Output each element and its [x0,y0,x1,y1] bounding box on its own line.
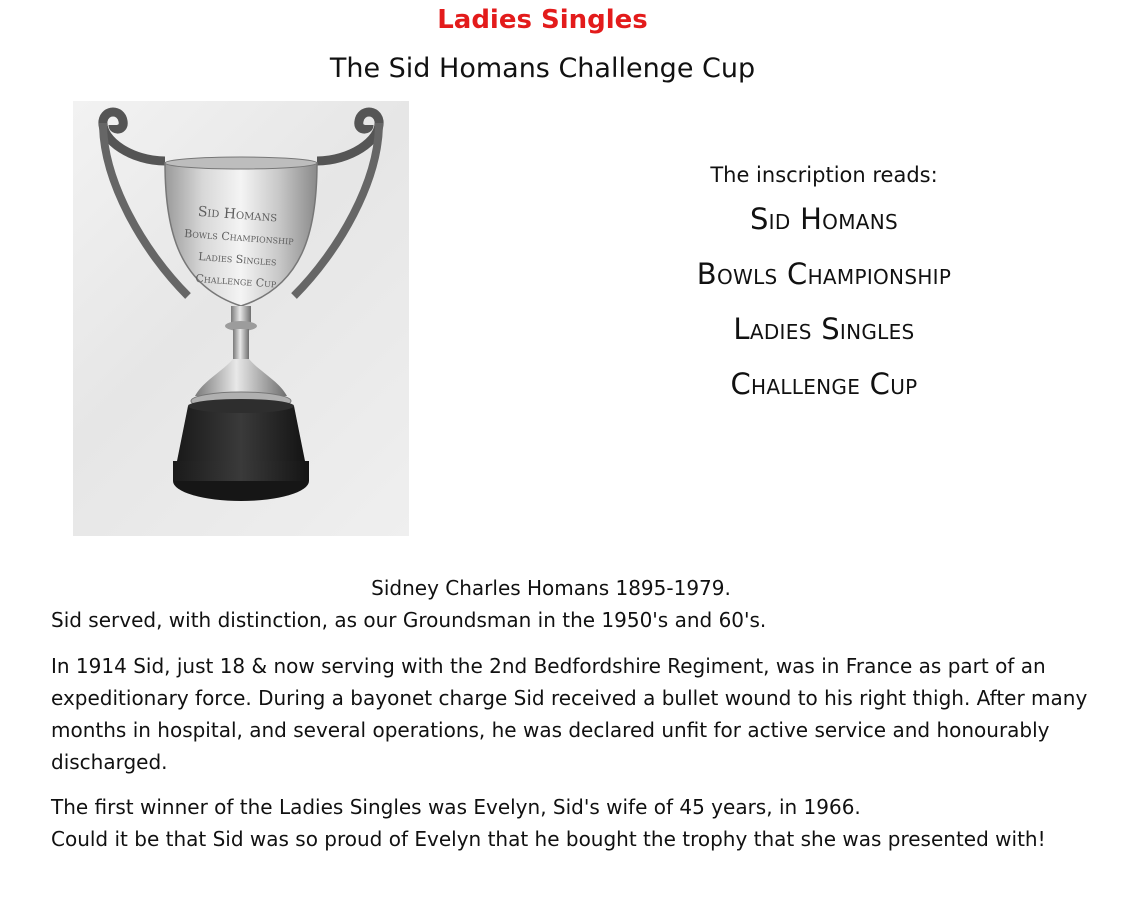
bio-question: Could it be that Sid was so proud of Evelyn that he bought the trophy that she was presented with! [51,827,1046,851]
engraving-line: Ladies Singles [197,250,277,269]
bio-winner: The first winner of the Ladies Singles was Evelyn, Sid's wife of 45 years, in 1966. [51,795,861,819]
cup-foot [195,359,287,396]
bio-story: In 1914 Sid, just 18 & now serving with the 2nd Bedfordshire Regiment, was in France as part of an expeditionary force. During a bayonet charge Sid received a bullet wound to his right thigh. After many months in hospital, and several operations, he was declared unfit for active service and honourably discharged. [51,654,1088,774]
inscription-line: Sid Homans [749,202,899,236]
bio-service: Sid served, with distinction, as our Groundsman in the 1950's and 60's. [51,608,767,632]
inscription-line: Ladies Singles [733,312,915,346]
engraving-line: Challenge Cup [195,271,277,291]
inscription-line: Challenge Cup [730,367,918,401]
page-subtitle: The Sid Homans Challenge Cup [329,53,756,84]
plinth [177,406,305,461]
right-handle [317,112,379,161]
trophy-illustration [73,101,409,536]
bio-name-dates: Sidney Charles Homans 1895-1979. [371,576,731,600]
left-handle [103,112,165,161]
inscription-panel [600,158,1048,412]
engraving-line: Sid Homans [197,203,278,226]
plinth-top [188,399,294,413]
engraving-line: Bowls Championship [183,227,295,248]
cup-rim [165,157,317,169]
page-title: Ladies Singles [437,5,648,35]
trophy-photo [73,101,409,536]
inscription-intro: The inscription reads: [710,163,938,187]
cup-stem [233,329,249,359]
plinth-band [173,461,309,481]
inscription-line: Bowls Championship [696,257,952,291]
